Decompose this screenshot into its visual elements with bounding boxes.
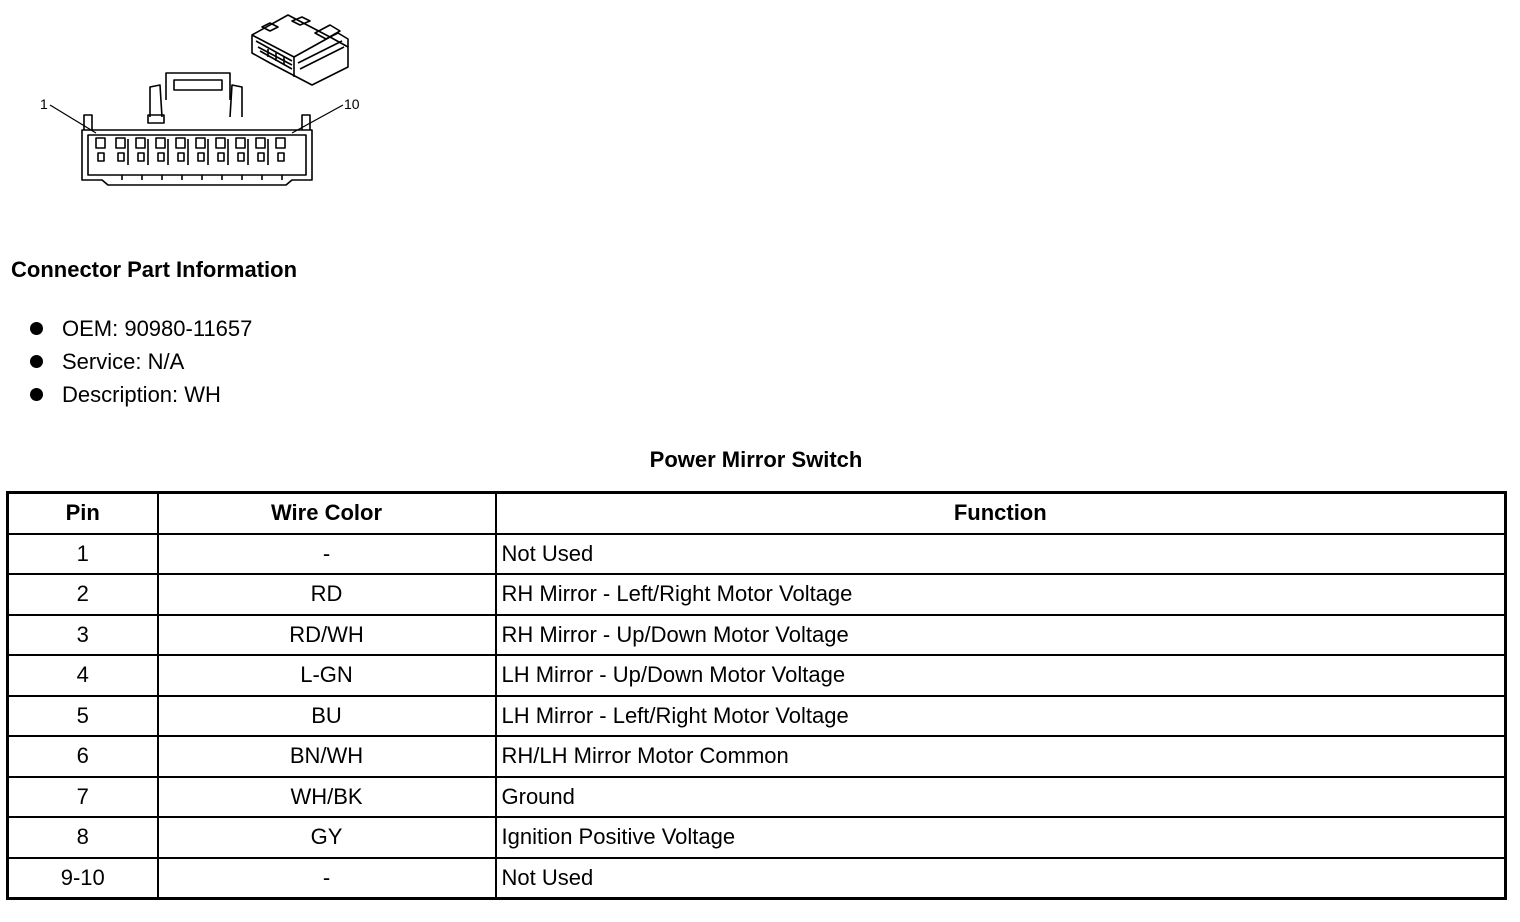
- pin-cell: 5: [8, 696, 158, 737]
- table-row: [8, 655, 1506, 696]
- function-cell: RH Mirror - Left/Right Motor Voltage: [496, 574, 1506, 615]
- part-info-item-oem: [28, 312, 252, 345]
- connector-diagram: [30, 5, 370, 190]
- table-row: [8, 696, 1506, 737]
- part-info-text: Service: N/A: [62, 348, 185, 374]
- pin-cell: 8: [8, 817, 158, 858]
- pin-label-first: 1: [40, 96, 48, 112]
- wire-color-cell: -: [158, 534, 496, 575]
- wire-color-cell: RD: [158, 574, 496, 615]
- wire-color-cell: -: [158, 858, 496, 899]
- bullet-icon: [30, 322, 43, 335]
- wire-color-cell: GY: [158, 817, 496, 858]
- table-row: [8, 615, 1506, 656]
- pin-cell: 3: [8, 615, 158, 656]
- wire-color-cell: WH/BK: [158, 777, 496, 818]
- function-cell: Not Used: [496, 858, 1506, 899]
- connector-front-view: [50, 73, 343, 185]
- wire-color-cell: BN/WH: [158, 736, 496, 777]
- table-row: [8, 777, 1506, 818]
- table-row: [8, 534, 1506, 575]
- function-cell: LH Mirror - Up/Down Motor Voltage: [496, 655, 1506, 696]
- part-info-heading: Connector Part Information: [11, 257, 298, 282]
- pin-cell: 2: [8, 574, 158, 615]
- pin-cell: 1: [8, 534, 158, 575]
- table-row: [8, 817, 1506, 858]
- bullet-icon: [30, 355, 43, 368]
- part-info-item-description: [28, 378, 252, 411]
- table-header-row: [8, 493, 1506, 534]
- table-row: [8, 858, 1506, 899]
- wire-color-cell: RD/WH: [158, 615, 496, 656]
- pin-cell: 9-10: [8, 858, 158, 899]
- pin-label-last: 10: [344, 96, 360, 112]
- table-row: [8, 736, 1506, 777]
- part-info-item-service: [28, 345, 252, 378]
- pin-table: [6, 491, 1507, 900]
- part-info-text: Description: WH: [62, 381, 221, 407]
- part-info-text: OEM: 90980-11657: [62, 315, 253, 341]
- pin-cell: 6: [8, 736, 158, 777]
- wire-color-cell: BU: [158, 696, 496, 737]
- pin-cell: 4: [8, 655, 158, 696]
- table-caption: Power Mirror Switch: [649, 447, 863, 472]
- connector-isometric-view: [252, 15, 348, 85]
- function-cell: RH Mirror - Up/Down Motor Voltage: [496, 615, 1506, 656]
- bullet-icon: [30, 388, 43, 401]
- pin-cell: 7: [8, 777, 158, 818]
- table-row: [8, 574, 1506, 615]
- header-pin: Pin: [8, 493, 158, 534]
- wire-color-cell: L-GN: [158, 655, 496, 696]
- function-cell: Ignition Positive Voltage: [496, 817, 1506, 858]
- function-cell: RH/LH Mirror Motor Common: [496, 736, 1506, 777]
- function-cell: Not Used: [496, 534, 1506, 575]
- header-function: Function: [496, 493, 1506, 534]
- header-wire-color: Wire Color: [158, 493, 496, 534]
- part-info-list: [28, 312, 252, 411]
- function-cell: Ground: [496, 777, 1506, 818]
- function-cell: LH Mirror - Left/Right Motor Voltage: [496, 696, 1506, 737]
